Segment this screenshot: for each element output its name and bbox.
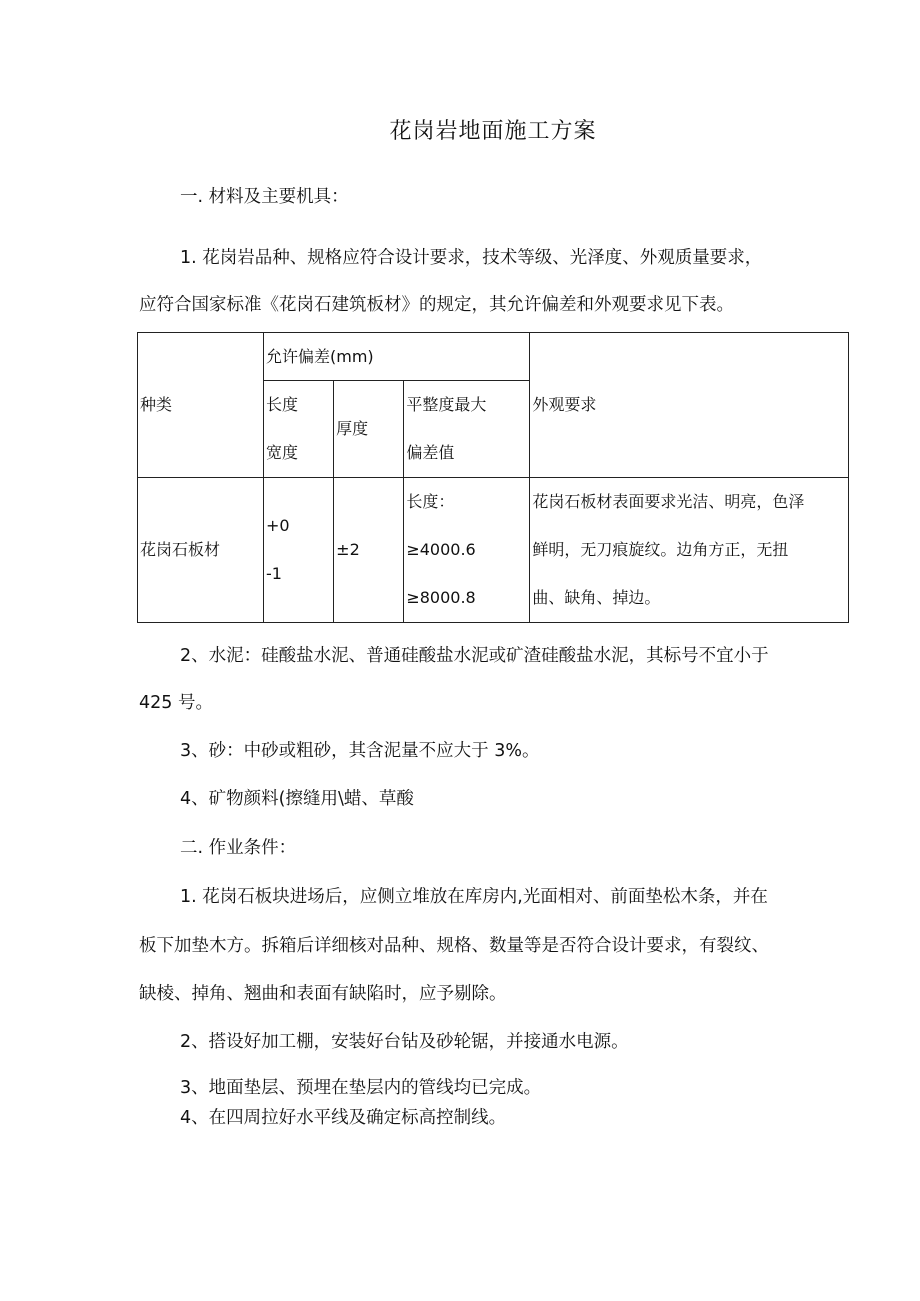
section-heading-materials: 一. 材料及主要机具：: [180, 187, 349, 207]
paragraph-3: 3、砂：中砂或粗砂，其含泥量不应大于 3%。: [180, 741, 540, 761]
paragraph-1-line-1: 1. 花岗岩品种、规格应符合设计要求，技术等级、光泽度、外观质量要求，: [180, 248, 763, 268]
row-thickness: ±2: [334, 478, 404, 623]
paragraph-2-line-2: 425 号。: [139, 693, 213, 713]
header-tolerance: 允许偏差(mm): [263, 333, 529, 381]
header-flatness: [404, 381, 530, 478]
row-flatness-line-1: 长度：: [406, 492, 455, 511]
header-length: 长度: [265, 395, 298, 414]
condition-3: 3、地面垫层、预埋在垫层内的管线均已完成。: [180, 1078, 542, 1098]
row-flatness: [404, 478, 530, 623]
row-appearance-line-2: 鲜明，无刀痕旋纹。边角方正，无扭: [532, 540, 789, 559]
section-heading-conditions: 二. 作业条件：: [180, 838, 297, 858]
paragraph-1-line-2: 应符合国家标准《花岗石建筑板材》的规定，其允许偏差和外观要求见下表。: [139, 295, 734, 315]
header-thickness: 厚度: [334, 381, 404, 478]
row-flatness-line-2: ≥4000.6: [406, 540, 476, 559]
header-length-width: [263, 381, 333, 478]
row-appearance-line-3: 曲、缺角、掉边。: [532, 588, 661, 607]
row-appearance-line-1: 花岗石板材表面要求光洁、明亮，色泽: [532, 492, 805, 511]
header-appearance: 外观要求: [530, 333, 849, 478]
paragraph-2-line-1: 2、水泥：硅酸盐水泥、普通硅酸盐水泥或矿渣硅酸盐水泥，其标号不宜小于: [180, 646, 769, 666]
tolerance-table: [137, 332, 849, 623]
header-flatness-line-1: 平整度最大: [406, 395, 487, 414]
header-flatness-line-2: 偏差值: [406, 443, 455, 462]
row-appearance: [530, 478, 849, 623]
row-length-minus: -1: [265, 564, 282, 583]
condition-1-line-2: 板下加垫木方。拆箱后详细核对品种、规格、数量等是否符合设计要求，有裂纹、: [139, 936, 769, 956]
condition-2: 2、搭设好加工棚，安装好台钻及砂轮锯，并接通水电源。: [180, 1032, 629, 1052]
row-flatness-line-3: ≥8000.8: [406, 588, 476, 607]
row-type: 花岗石板材: [138, 478, 264, 623]
condition-4: 4、在四周拉好水平线及确定标高控制线。: [180, 1108, 507, 1128]
condition-1-line-3: 缺棱、掉角、翘曲和表面有缺陷时，应予剔除。: [139, 984, 507, 1004]
condition-1-line-1: 1. 花岗石板块进场后，应侧立堆放在库房内,光面相对、前面垫松木条，并在: [180, 887, 768, 907]
header-type: 种类: [138, 333, 264, 478]
page-title: 花岗岩地面施工方案: [389, 119, 597, 144]
paragraph-4: 4、矿物颜料(擦缝用\蜡、草酸: [180, 789, 414, 809]
row-length-width: [263, 478, 333, 623]
header-width: 宽度: [265, 443, 298, 462]
row-length-plus: +0: [265, 516, 290, 535]
